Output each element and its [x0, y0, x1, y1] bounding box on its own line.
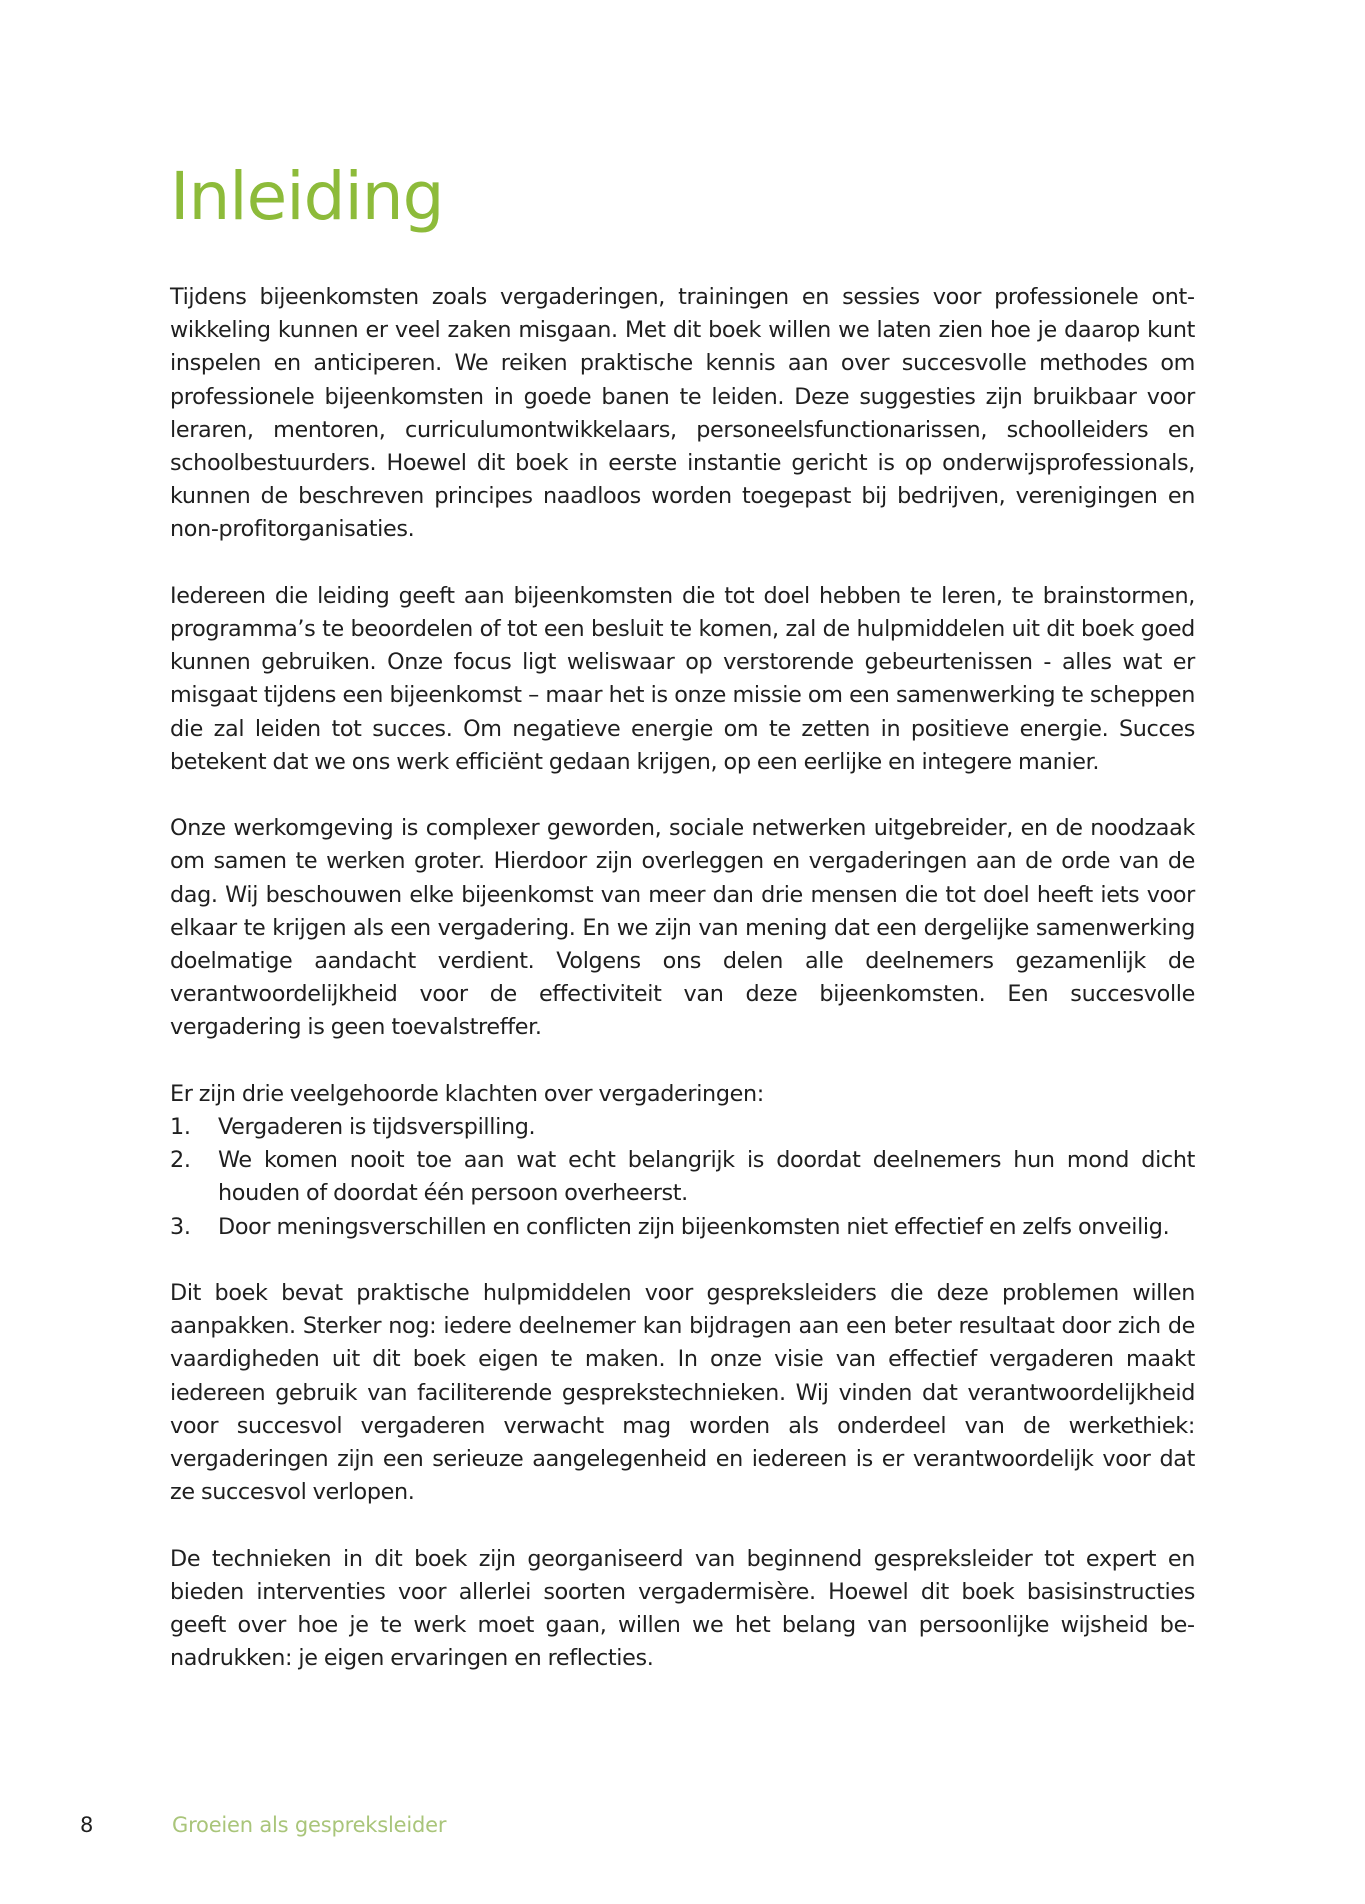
- paragraph-work-environment: Onze werkomgeving is complexer geworden, sociale netwerken uitgebreider, en de noodzaak om samen te werken groter. Hierdoor zijn overleggen en vergaderingen aan de orde van de dag. Wij beschouwen elke bijeenkomst van meer dan drie mensen die tot doel heeft iets voor elkaar te krijgen als een vergadering. En we zijn van mening dat een dergelijke samenwerking doelmatige aandacht verdient. Volgens ons delen alle deelnemers gezamenlijk de verantwoordelijkheid voor de effectiviteit van deze bijeenkomsten. Een succesvolle vergadering is geen toevalstreffer.: [170, 815, 1195, 1041]
- page-number: 8: [80, 1813, 94, 1837]
- list-intro: Er zijn drie veelgehoorde klachten over vergaderingen:: [170, 1080, 764, 1107]
- list-item: [170, 1111, 1195, 1144]
- paragraph-audience: Iedereen die leiding geeft aan bijeenkomsten die tot doel hebben te leren, te brainstormen, programma’s te beoordelen of tot een besluit te komen, zal de hulpmiddelen uit dit boek goed kunnen gebruiken. Onze focus ligt weliswaar op verstorende gebeurtenissen - alles wat er misgaat tijdens een bijeenkomst – maar het is onze missie om een samenwerking te scheppen die zal leiden tot succes. Om negatieve energie om te zetten in positieve energie. Succes betekent dat we ons werk efficiënt gedaan krijgen, op een eerlijke en integere manier.: [170, 582, 1195, 775]
- list-item: [170, 1211, 1195, 1244]
- complaints-list: [170, 1111, 1195, 1244]
- list-item-text: We komen nooit toe aan wat echt belangrijk is doordat deelnemers hun mond dicht houden of doordat één persoon overheerst.: [218, 1147, 1195, 1207]
- running-title: Groeien als gespreksleider: [172, 1813, 447, 1837]
- body-text: [170, 281, 1195, 1675]
- list-item: [170, 1144, 1195, 1210]
- list-item-number: 1.: [170, 1114, 191, 1141]
- page-title: Inleiding: [170, 158, 444, 235]
- list-item-number: 3.: [170, 1213, 191, 1240]
- list-item-text: Vergaderen is tijdsverspilling.: [218, 1114, 536, 1141]
- list-item-number: 2.: [170, 1147, 191, 1174]
- list-item-text: Door meningsverschillen en conflicten zijn bijeenkomsten niet effectief en zelfs onveilig.: [218, 1213, 1170, 1240]
- paragraph-techniques: De technieken in dit boek zijn georganiseerd van beginnend gespreksleider tot expert en bieden interventies voor allerlei soorten vergadermisère. Hoewel dit boek basisinstructies geeft over hoe je te werk moet gaan, willen we het belang van persoonlijke wijsheid benadrukken: je eigen ervaringen en reflecties.: [170, 1545, 1195, 1672]
- paragraph-tools: Dit boek bevat praktische hulpmiddelen voor gespreksleiders die deze problemen willen aanpakken. Sterker nog: iedere deelnemer kan bijdragen aan een beter resultaat door zich de vaardigheden uit dit boek eigen te maken. In onze visie van effectief vergaderen maakt iedereen gebruik van faciliterende gesprekstechnieken. Wij vinden dat verantwoordelijkheid voor succesvol vergaderen verwacht mag worden als onderdeel van de werkethiek: vergaderingen zijn een serieuze aangelegenheid en iedereen is er verantwoordelijk voor dat ze succesvol verlopen.: [170, 1280, 1195, 1506]
- paragraph-intro: Tijdens bijeenkomsten zoals vergaderingen, trainingen en sessies voor professionele ontwikkeling kunnen er veel zaken misgaan. Met dit boek willen we laten zien hoe je daarop kunt inspelen en anticiperen. We reiken praktische kennis aan over succesvolle methodes om professionele bijeenkomsten in goede banen te leiden. Deze suggesties zijn bruikbaar voor leraren, mentoren, curriculumontwikkelaars, personeelsfunctionarissen, schoolleiders en schoolbestuurders. Hoewel dit boek in eerste instantie gericht is op onderwijsprofessionals, kunnen de beschreven principes naadloos worden toegepast bij bedrijven, verenigingen en non-profitorganisaties.: [170, 284, 1195, 543]
